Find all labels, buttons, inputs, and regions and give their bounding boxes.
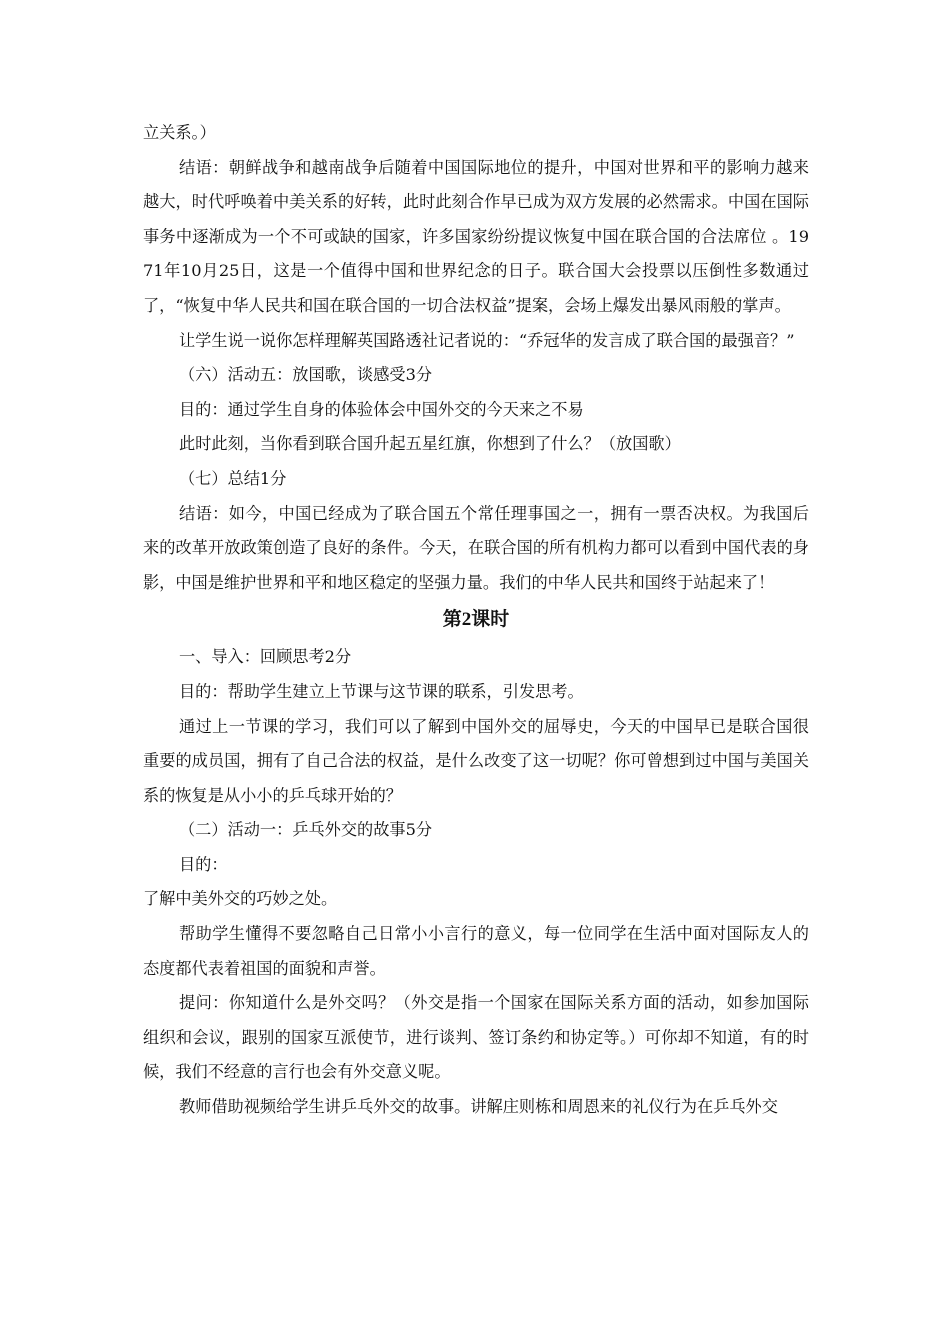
paragraph: 提问：你知道什么是外交吗？（外交是指一个国家在国际关系方面的活动，如参加国际组织和会议，跟别的国家互派使节，进行谈判、签订条约和协定等。）可你却不知道，有的时候，我们不经意的言行也会有外交意义呢。 bbox=[143, 993, 809, 1082]
paragraph: （二）活动一：乒乓外交的故事5分 bbox=[179, 820, 433, 840]
paragraph: 目的： bbox=[179, 854, 228, 874]
paragraph: 此时此刻，当你看到联合国升起五星红旗，你想到了什么？（放国歌） bbox=[179, 434, 681, 454]
paragraph: 通过上一节课的学习，我们可以了解到中国外交的屈辱史，今天的中国早已是联合国很重要的成员国，拥有了自己合法的权益，是什么改变了这一切呢？你可曾想到过中国与美国关系的恢复是从小小的乒乓球开始的？ bbox=[143, 716, 809, 805]
paragraph: 帮助学生懂得不要忽略自己日常小小言行的意义，每一位同学在生活中面对国际友人的态度都代表着祖国的面貌和声誉。 bbox=[143, 924, 809, 978]
paragraph: 让学生说一说你怎样理解英国路透社记者说的：“乔冠华的发言成了联合国的最强音？” bbox=[179, 330, 795, 350]
paragraph: 一、导入：回顾思考2分 bbox=[179, 647, 352, 667]
document-body bbox=[143, 116, 809, 1125]
paragraph: 教师借助视频给学生讲乒乓外交的故事。讲解庄则栋和周恩来的礼仪行为在乒乓外交 bbox=[179, 1097, 778, 1117]
paragraph: 目的：通过学生自身的体验体会中国外交的今天来之不易 bbox=[179, 399, 584, 419]
paragraph: 了解中美外交的巧妙之处。 bbox=[143, 889, 338, 909]
paragraph: 结语：如今，中国已经成为了联合国五个常任理事国之一，拥有一票否决权。为我国后来的改革开放政策创造了良好的条件。今天，在联合国的所有机构力都可以看到中国代表的身影，中国是维护世界和平和地区稳定的坚强力量。我们的中华人民共和国终于站起来了！ bbox=[143, 503, 809, 592]
paragraph: 目的：帮助学生建立上节课与这节课的联系，引发思考。 bbox=[179, 681, 584, 701]
paragraph: （六）活动五：放国歌，谈感受3分 bbox=[179, 365, 433, 385]
paragraph: 结语：朝鲜战争和越南战争后随着中国国际地位的提升，中国对世界和平的影响力越来越大，时代呼唤着中美关系的好转，此时此刻合作早已成为双方发展的必然需求。中国在国际事务中逐渐成为一个不可或缺的国家，许多国家纷纷提议恢复中国在联合国的合法席位 。1971年10月25日，这是一个值得中国和世界纪念的日子。联合国大会投票以压倒性多数通过了，“恢复中华人民共和国在联合国的一切合法权益”提案，会场上爆发出暴风雨般的掌声。 bbox=[143, 157, 809, 315]
paragraph: （七）总结1分 bbox=[179, 468, 287, 488]
paragraph: 立关系。） bbox=[143, 123, 216, 142]
lesson-heading: 第2课时 bbox=[442, 609, 510, 631]
